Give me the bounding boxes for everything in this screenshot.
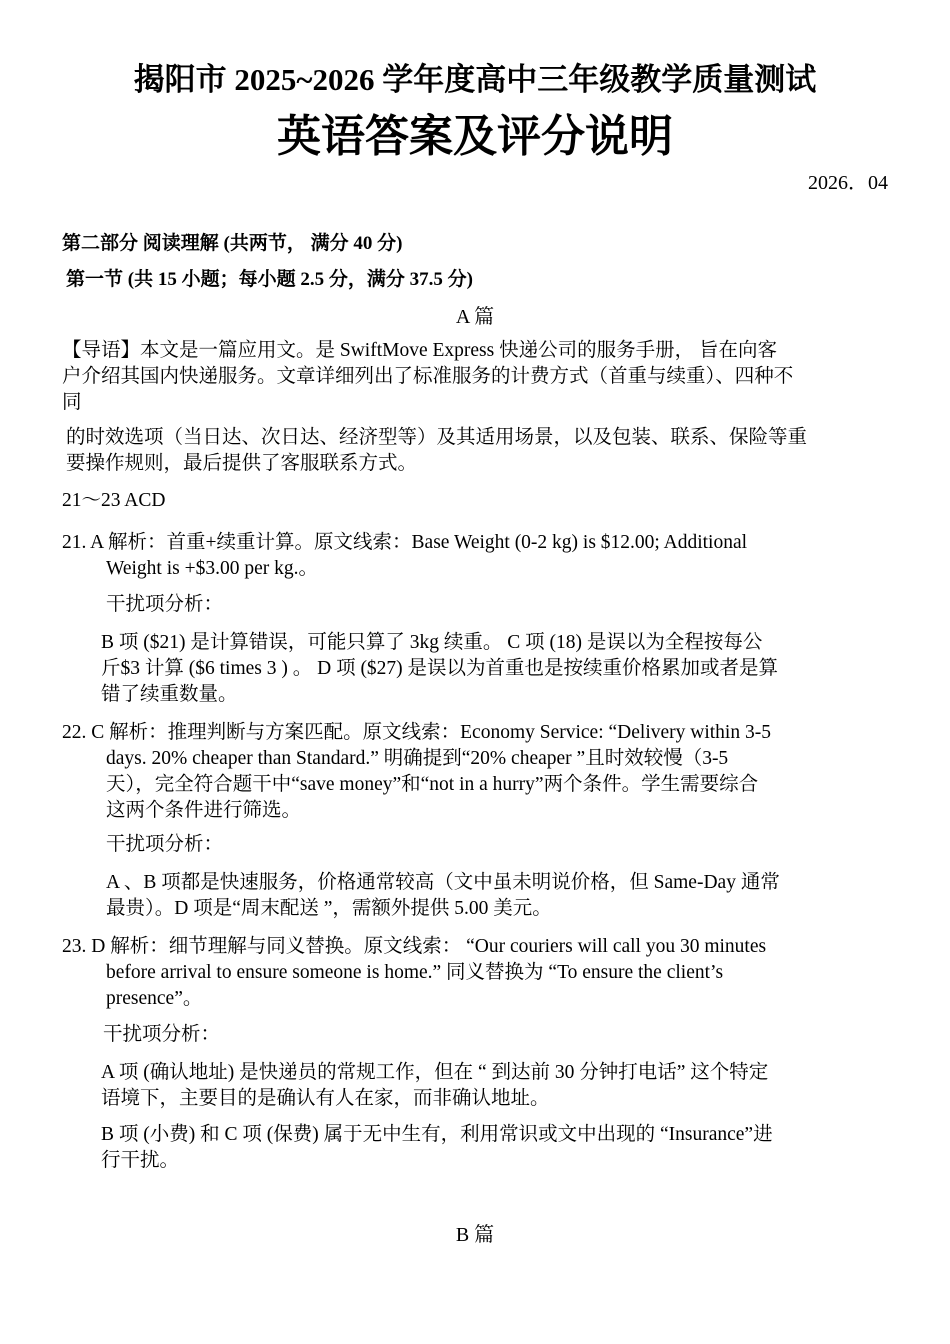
section1-heading: 第一节 (共 15 小题；每小题 2.5 分，满分 37.5 分) [66, 269, 473, 290]
q22-distractor-label: 干扰项分析： [106, 834, 224, 855]
analysis-line: 最贵）。D 项是“周末配送 ”，需额外提供 5.00 美元。 [106, 898, 552, 919]
explanation-line: 23. D 解析：细节理解与同义替换。原文线索： “Our couriers will call you 30 minutes [62, 936, 767, 957]
passage-a-intro [62, 338, 888, 416]
explanation-line: 天），完全符合题干中“save money”和“not in a hurry”两个条件。学生需要综合 [106, 774, 759, 795]
q23-distractor-a-analysis [101, 1060, 888, 1112]
analysis-line: 斤$3 计算 ($6 times 3 ) 。 D 项 ($27) 是误以为首重也是按续重价格累加或者是算 [101, 658, 779, 679]
intro-line: 的时效选项（当日达、次日达、经济型等）及其适用场景，以及包装、联系、保险等重 [66, 427, 808, 448]
explanation-line: 22. C 解析：推理判断与方案匹配。原文线索：Economy Service: “Delivery within 3-5 [62, 722, 771, 743]
explanation-line: before arrival to ensure someone is home.” 同义替换为 “To ensure the client’s [106, 962, 724, 983]
part2-heading: 第二部分 阅读理解 (共两节， 满分 40 分) [62, 233, 403, 254]
q21-distractor-analysis [101, 630, 888, 708]
q23-distractor-bc-analysis [101, 1122, 888, 1174]
question-21-explanation [62, 530, 888, 582]
explanation-line: presence”。 [106, 988, 203, 1009]
q22-distractor-analysis [106, 870, 888, 922]
passage-a-intro-continued [66, 425, 888, 477]
answers-summary: 21～23 ACD [62, 490, 166, 511]
explanation-line: 这两个条件进行筛选。 [106, 800, 302, 821]
intro-line: 户介绍其国内快递服务。文章详细列出了标准服务的计费方式（首重与续重）、四种不 [62, 366, 794, 387]
q23-distractor-label: 干扰项分析： [103, 1024, 221, 1045]
explanation-line: days. 20% cheaper than Standard.” 明确提到“20% cheaper ”且时效较慢（3-5 [106, 748, 729, 769]
analysis-line: B 项 (小费) 和 C 项 (保费) 属于无中生有，利用常识或文中出现的 “Insurance”进 [101, 1124, 773, 1145]
passage-a-label: A 篇 [455, 306, 495, 328]
analysis-line: 语境下，主要目的是确认有人在家，而非确认地址。 [101, 1088, 550, 1109]
analysis-line: 行干扰。 [101, 1150, 180, 1171]
analysis-line: 错了续重数量。 [101, 684, 238, 705]
intro-line: 要操作规则，最后提供了客服联系方式。 [66, 453, 418, 474]
intro-line: 【导语】本文是一篇应用文。是 SwiftMove Express 快递公司的服务手册， 旨在向客 [62, 340, 777, 361]
document-date: 2026．04 [808, 172, 888, 194]
document-title: 揭阳市 2025~2026 学年度高中三年级教学质量测试 [133, 62, 817, 97]
question-23-explanation [62, 934, 888, 1012]
analysis-line: B 项 ($21) 是计算错误，可能只算了 3kg 续重。 C 项 (18) 是误以为全程按每公 [101, 632, 763, 653]
explanation-line: Weight is +$3.00 per kg.。 [106, 558, 318, 579]
analysis-line: A 、B 项都是快速服务，价格通常较高（文中虽未明说价格，但 Same-Day 通常 [106, 872, 780, 893]
analysis-line: A 项 (确认地址) 是快递员的常规工作，但在 “ 到达前 30 分钟打电话” 这个特定 [101, 1062, 769, 1083]
explanation-line: 21. A 解析：首重+续重计算。原文线索：Base Weight (0-2 kg) is $12.00; Additional [62, 532, 748, 553]
question-22-explanation [62, 720, 888, 824]
q21-distractor-label: 干扰项分析： [106, 594, 224, 615]
document-subtitle: 英语答案及评分说明 [277, 111, 673, 162]
passage-b-label: B 篇 [455, 1224, 495, 1246]
intro-line: 同 [62, 392, 82, 413]
